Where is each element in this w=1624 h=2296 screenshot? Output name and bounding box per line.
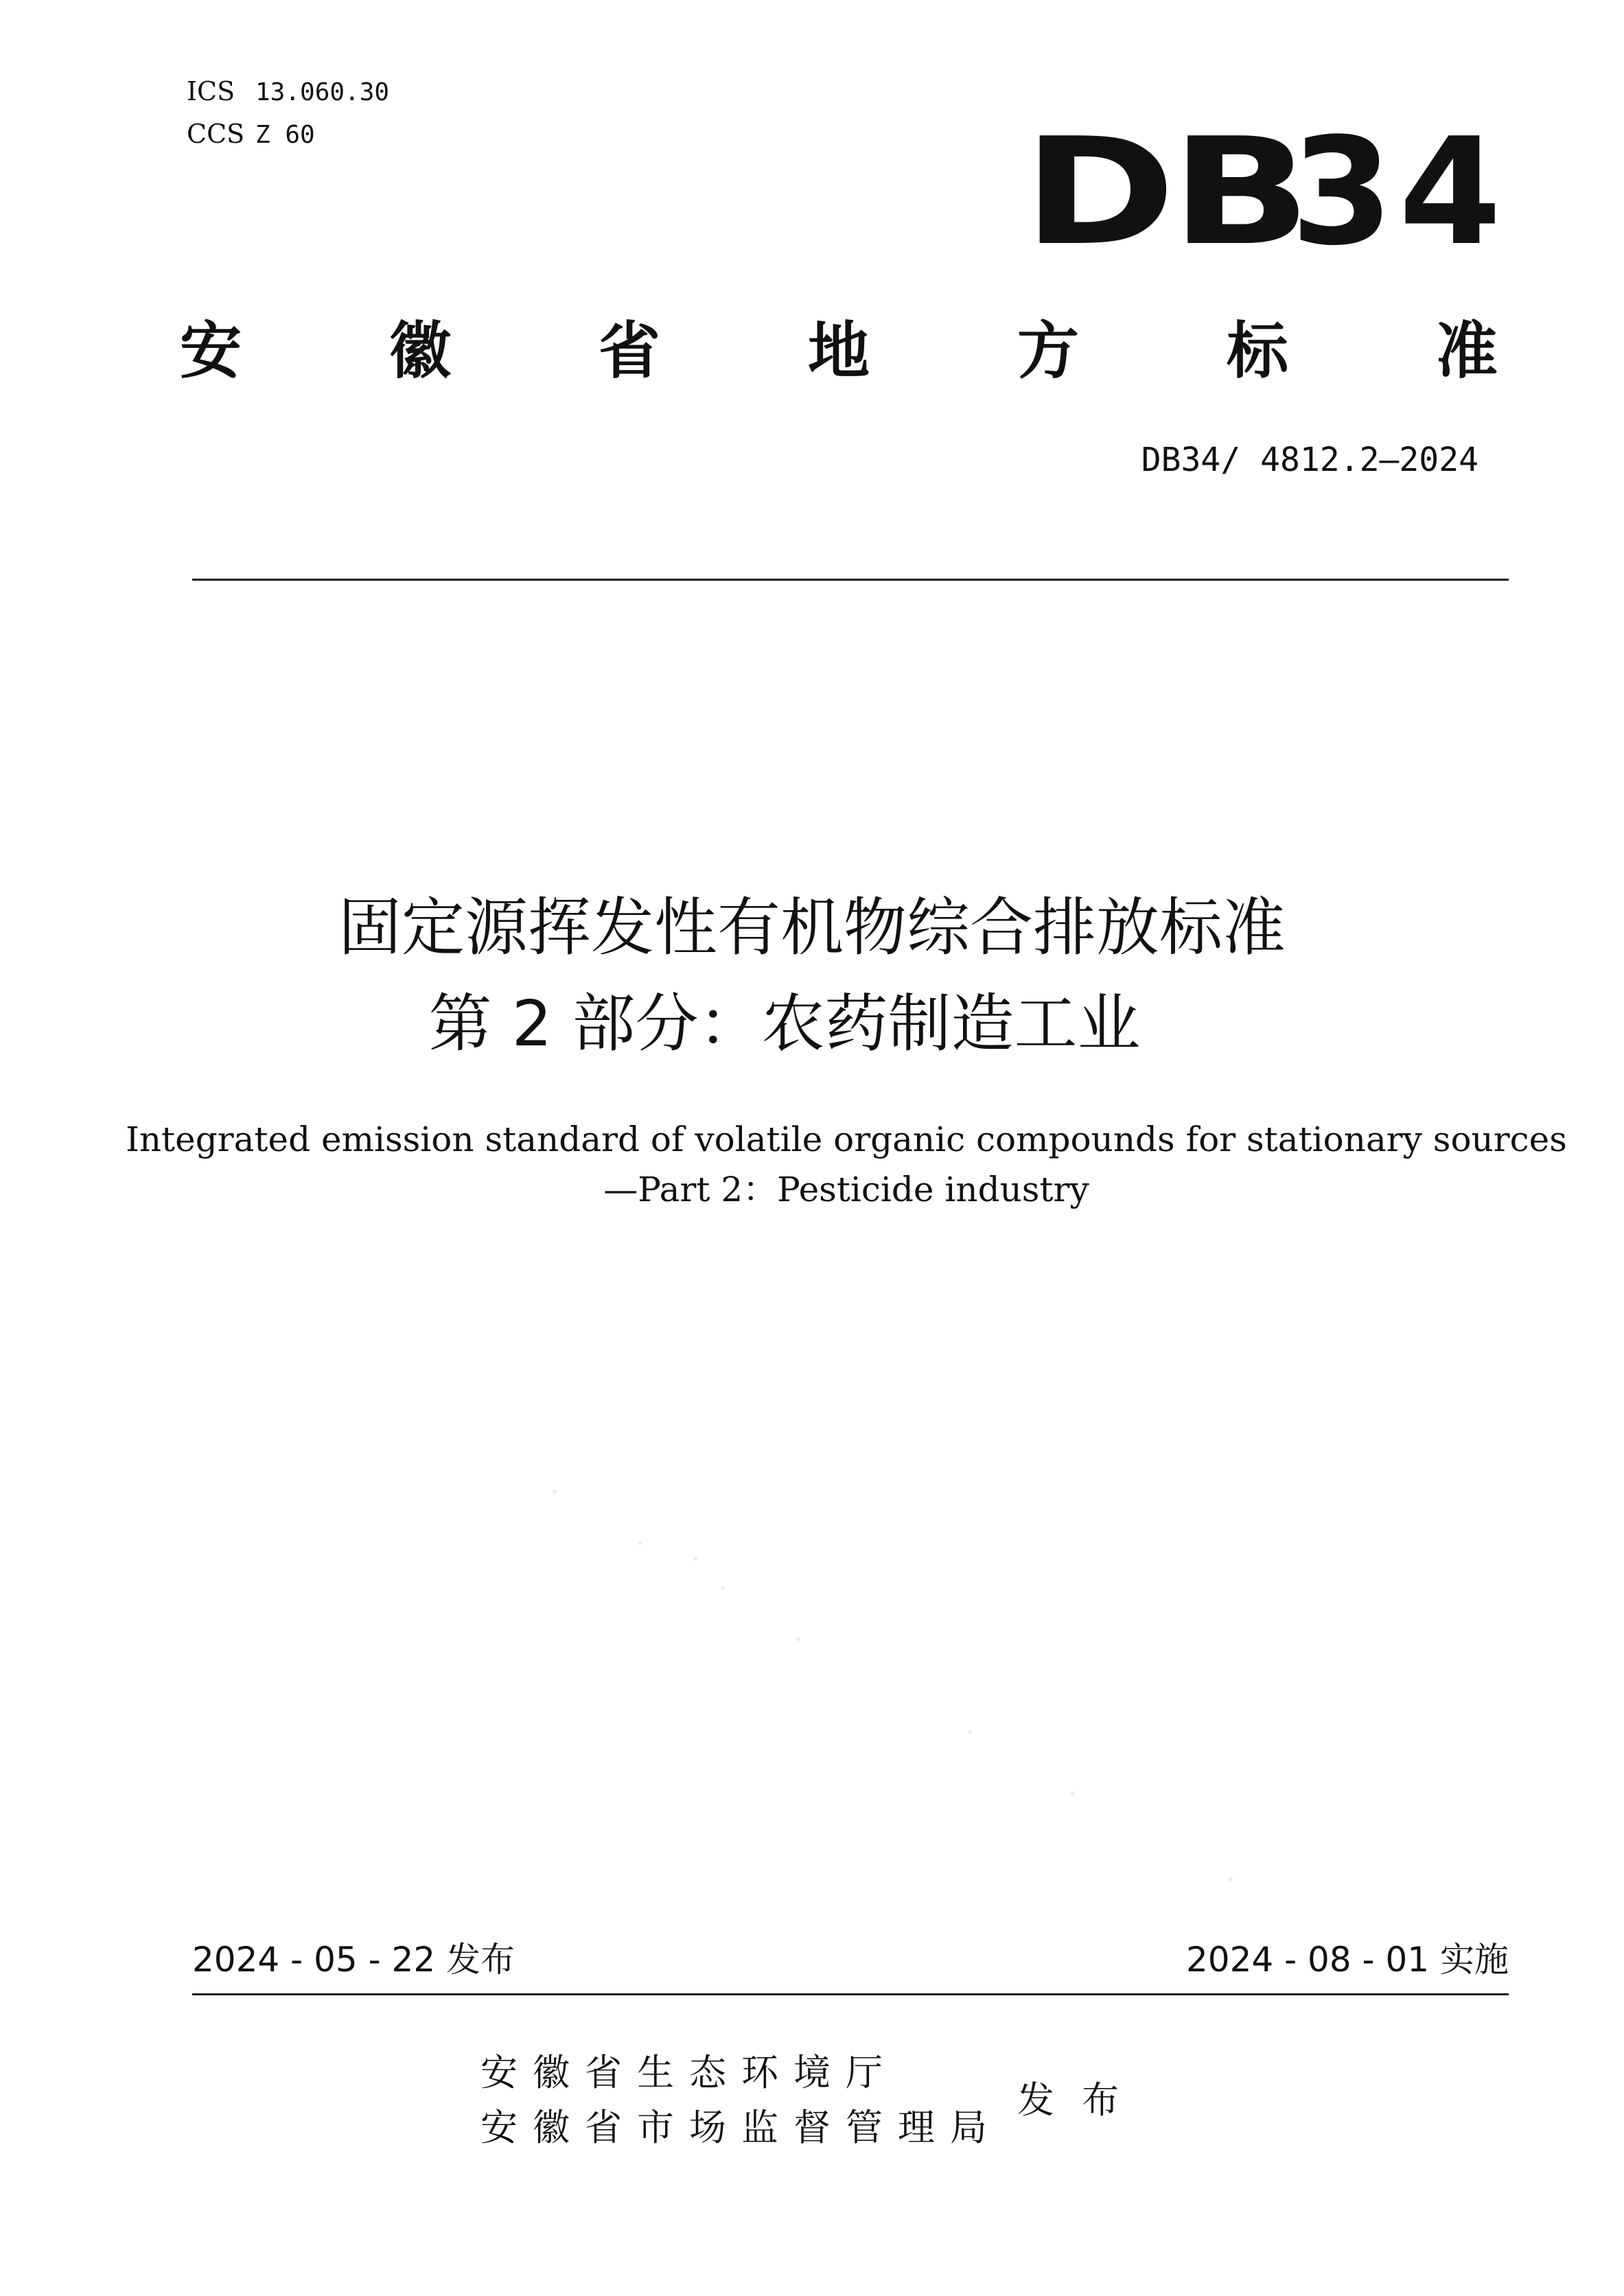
title-cn-line1: 固定源挥发性有机物综合排放标准 xyxy=(338,891,1286,964)
watermark-speck xyxy=(693,1557,697,1561)
ics-value: 13.060.30 xyxy=(255,78,390,106)
watermark-speck xyxy=(796,1637,800,1641)
issuer-market-regulation: 安徽省市场监督管理局 xyxy=(480,2106,1002,2149)
title-en-line1: Integrated emission standard of volatile organic compounds for stationary sources xyxy=(126,1120,1567,1159)
bottom-divider xyxy=(192,1993,1509,1995)
implementation-date: 2024 - 08 - 01 实施 xyxy=(1185,1940,1509,1980)
watermark-speck xyxy=(721,1586,725,1590)
title-cn-line2: 第 2 部分：农药制造工业 xyxy=(428,987,1141,1060)
standard-number: DB34/ 4812.2—2024 xyxy=(1141,441,1478,479)
standard-type-heading xyxy=(180,310,1498,393)
watermark-speck xyxy=(1071,1791,1075,1796)
standard-type-char: 省 xyxy=(599,315,660,387)
standard-mark-number: 34 xyxy=(1290,106,1507,278)
watermark-speck xyxy=(1229,1877,1233,1881)
ics-code xyxy=(187,76,389,108)
ccs-label: CCS xyxy=(187,119,245,149)
ccs-code xyxy=(187,118,315,151)
standard-type-char: 准 xyxy=(1436,315,1498,387)
top-divider xyxy=(192,579,1509,581)
issue-verb: 发布 xyxy=(1017,2078,1146,2122)
standard-type-char: 徽 xyxy=(389,315,451,387)
standard-type-char: 标 xyxy=(1227,315,1288,387)
watermark-speck xyxy=(968,1730,972,1734)
standard-mark xyxy=(1023,106,1507,278)
standard-type-char: 地 xyxy=(808,315,870,387)
issue-date: 2024 - 05 - 22 发布 xyxy=(192,1940,515,1980)
standard-type-char: 方 xyxy=(1017,315,1079,387)
issuer-environment: 安徽省生态环境厅 xyxy=(480,2051,898,2094)
standard-type-char: 安 xyxy=(180,315,242,387)
watermark-speck xyxy=(638,1541,642,1545)
ics-label: ICS xyxy=(187,76,235,106)
standard-mark-letters: DB xyxy=(1023,106,1306,278)
watermark-speck xyxy=(553,1489,557,1494)
ccs-value: Z 60 xyxy=(255,121,315,149)
title-en-line2: —Part 2：Pesticide industry xyxy=(603,1170,1089,1209)
